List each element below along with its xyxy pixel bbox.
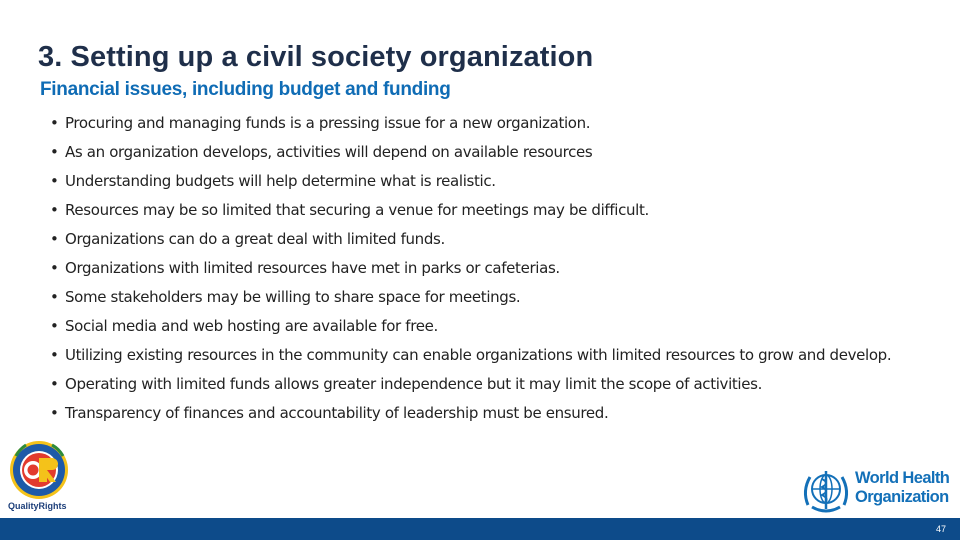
bullet-item: • Resources may be so limited that securing a venue for meetings may be difficult. bbox=[50, 201, 940, 220]
page-number: 47 bbox=[935, 524, 946, 534]
bullet-item: • Procuring and managing funds is a pressing issue for a new organization. bbox=[50, 114, 940, 133]
bullet-item: • Social media and web hosting are available for free. bbox=[50, 317, 940, 336]
who-name-line1: World Health bbox=[855, 469, 950, 487]
bullet-item: • Utilizing existing resources in the community can enable organizations with limited resources to grow and develop. bbox=[50, 346, 940, 365]
footer-bar bbox=[0, 518, 960, 540]
bullet-item: • Understanding budgets will help determine what is realistic. bbox=[50, 172, 940, 191]
bullet-item: • Transparency of finances and accountability of leadership must be ensured. bbox=[50, 404, 940, 423]
who-emblem-icon bbox=[800, 465, 852, 517]
who-wordmark bbox=[855, 469, 949, 507]
quality-rights-label: QualityRights bbox=[8, 501, 67, 511]
slide-title: 3. Setting up a civil society organization bbox=[38, 41, 594, 73]
bullet-item: • Operating with limited funds allows greater independence but it may limit the scope of activities. bbox=[50, 375, 940, 394]
bullet-item: • Organizations can do a great deal with limited funds. bbox=[50, 230, 940, 249]
bullet-list bbox=[50, 114, 940, 433]
bullet-item: • As an organization develops, activities will depend on available resources bbox=[50, 143, 940, 162]
slide-subtitle: Financial issues, including budget and funding bbox=[40, 79, 451, 100]
quality-rights-logo bbox=[6, 440, 72, 516]
bullet-item: • Some stakeholders may be willing to share space for meetings. bbox=[50, 288, 940, 307]
who-logo bbox=[800, 463, 952, 517]
who-name-line2: Organization bbox=[855, 488, 949, 506]
bullet-item: • Organizations with limited resources have met in parks or cafeterias. bbox=[50, 259, 940, 278]
